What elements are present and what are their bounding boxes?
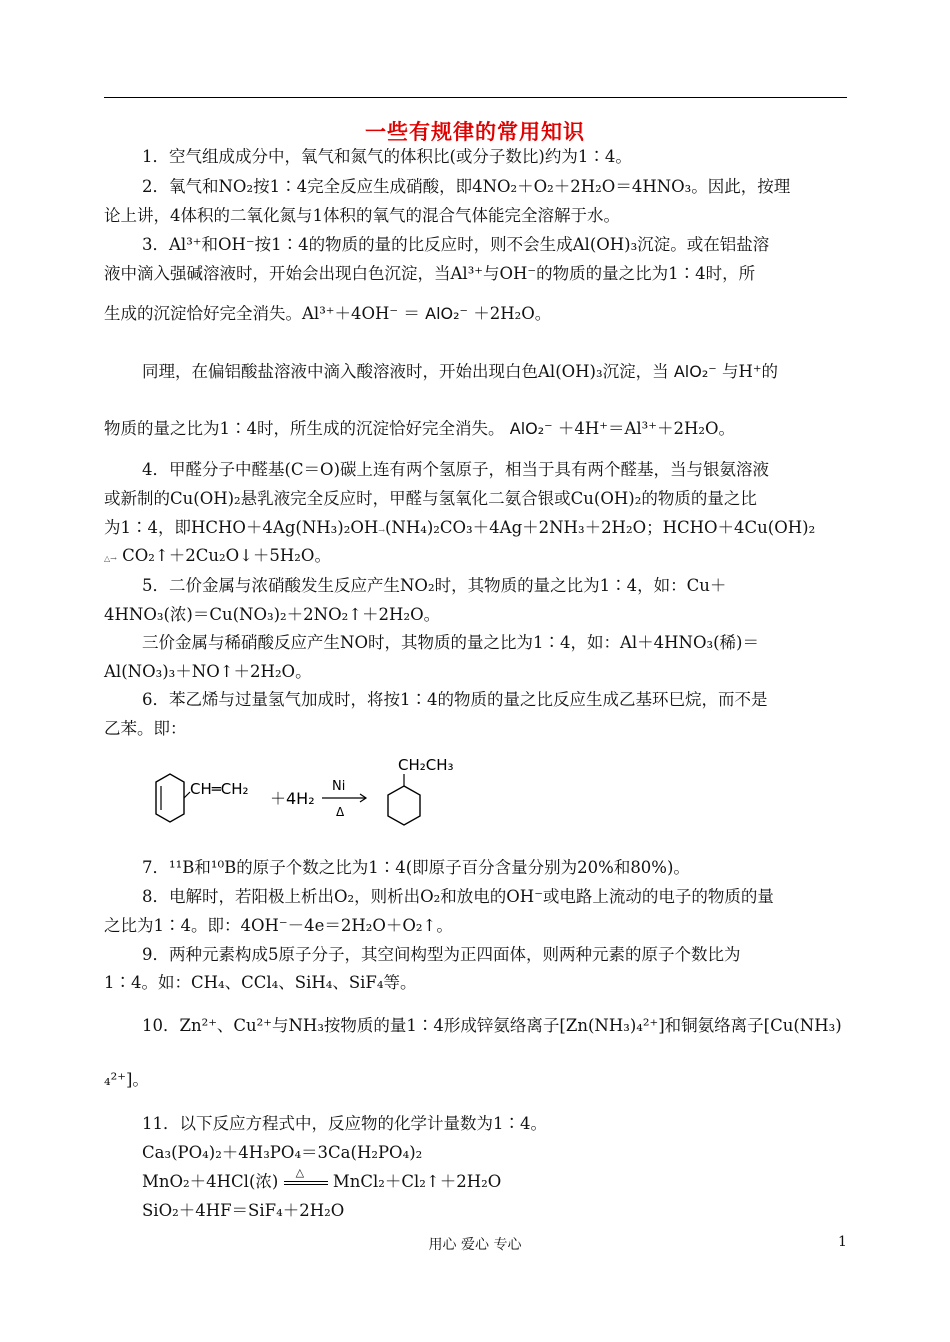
aluminate-ion: AlO₂⁻ <box>673 362 717 381</box>
item-7: 7．¹¹B和¹⁰B的原子个数之比为1∶4(即原子百分含量分别为20%和80%)。 <box>142 858 690 877</box>
styrene-hydrogenation-structure <box>136 752 476 844</box>
item-6-line-2: 乙苯。即： <box>104 719 187 738</box>
item-3-line-4 <box>142 362 887 382</box>
page-footer: 用心 爱心 专心 <box>428 1237 522 1253</box>
item-2-line-1: 2．氧气和NO₂按1∶4完全反应生成硝酸，即4NO₂＋O₂＋2H₂O＝4HNO₃。因此，按理 <box>142 177 791 196</box>
item-8-line-2: 之比为1∶4。即：4OH⁻－4e＝2H₂O＋O₂↑。 <box>104 916 453 935</box>
hydrogen-term: ＋4H₂ <box>270 789 315 808</box>
benzene-ring <box>156 774 184 822</box>
item-2-line-2: 论上讲，4体积的二氧化氮与1体积的氧气的混合气体能完全溶解于水。 <box>104 206 620 225</box>
reaction-arrow: → <box>110 554 117 563</box>
heat-icon: △ <box>104 554 111 563</box>
item-1: 1．空气组成成分中，氧气和氮气的体积比(或分子数比)约为1∶4。 <box>142 147 632 166</box>
heat-icon: △ <box>295 1166 305 1179</box>
equals-sign <box>284 1181 328 1185</box>
text: 与H⁺的 <box>721 362 779 381</box>
header-rule <box>104 97 847 98</box>
item-3-line-5 <box>104 419 849 439</box>
heat-icon: Δ <box>336 805 345 819</box>
page-title: 一些有规律的常用知识 <box>365 120 585 144</box>
item-5-line-2: 4HNO₃(浓)＝Cu(NO₃)₂＋2NO₂↑＋2H₂O。 <box>104 605 441 624</box>
item-5-line-4: Al(NO₃)₃＋NO↑＋2H₂O。 <box>104 662 312 681</box>
text: CO₂↑＋2Cu₂O↓＋5H₂O。 <box>122 546 331 565</box>
item-4-line-1: 4．甲醛分子中醛基(C＝O)碳上连有两个氢原子，相当于具有两个醛基，当与银氨溶液 <box>142 460 770 479</box>
page-number: 1 <box>838 1234 847 1250</box>
item-9-line-2: 1∶4。如：CH₄、CCl₄、SiH₄、SiF₄等。 <box>104 973 417 992</box>
heat-condition <box>284 1166 328 1192</box>
text: MnCl₂＋Cl₂↑＋2H₂O <box>332 1172 502 1191</box>
item-6-line-1: 6．苯乙烯与过量氢气加成时，将按1∶4的物质的量之比反应生成乙基环巳烷，而不是 <box>142 690 768 709</box>
item-5-line-1: 5．二价金属与浓硝酸发生反应产生NO₂时，其物质的量之比为1∶4，如：Cu＋ <box>142 576 727 595</box>
vinyl-group: CH═CH₂ <box>190 780 249 798</box>
item-5-line-3: 三价金属与稀硝酸反应产生NO时，其物质的量之比为1∶4，如：Al＋4HNO₃(稀)＝ <box>142 633 759 652</box>
text: MnO₂＋4HCl(浓) <box>142 1172 279 1191</box>
item-11: 11．以下反应方程式中，反应物的化学计量数为1∶4。 <box>142 1114 547 1133</box>
text: ＋2H₂O。 <box>473 304 552 323</box>
text: (NH₄)₂CO₃＋4Ag＋2NH₃＋2H₂O；HCHO＋4Cu(OH)₂ <box>384 518 816 537</box>
item-3-line-3 <box>104 304 849 324</box>
item-4-line-2: 或新制的Cu(OH)₂悬乳液完全反应时，甲醛与氢氧化二氨合银或Cu(OH)₂的物质的量之比 <box>104 489 757 508</box>
item-8-line-1: 8．电解时，若阳极上析出O₂，则析出O₂和放电的OH⁻或电路上流动的电子的物质的量 <box>142 887 774 906</box>
text: 为1∶4，即HCHO＋4Ag(NH₃)₂OH <box>104 518 379 537</box>
text: 同理，在偏铝酸盐溶液中滴入酸溶液时，开始出现白色Al(OH)₃沉淀，当 <box>142 362 669 381</box>
item-3-line-1: 3．Al³⁺和OH⁻按1∶4的物质的量的比反应时，则不会生成Al(OH)₃沉淀。或在铝盐溶 <box>142 235 770 254</box>
aluminate-ion: AlO₂⁻ <box>425 304 468 323</box>
catalyst-label: Ni <box>332 779 346 794</box>
cyclohexane-ring <box>388 786 420 825</box>
item-9-line-1: 9．两种元素构成5原子分子，其空间构型为正四面体，则两种元素的原子个数比为 <box>142 945 741 964</box>
item-4-line-3 <box>104 518 849 541</box>
aluminate-ion: AlO₂⁻ <box>509 419 553 438</box>
reaction-arrow: → <box>378 526 385 535</box>
item-10-line-1: 10．Zn²⁺、Cu²⁺与NH₃按物质的量1∶4形成锌氨络离子[Zn(NH₃)₄²⁺]和铜氨络离子[Cu(NH₃) <box>142 1016 842 1035</box>
item-4-line-4 <box>104 546 849 569</box>
item-3-line-2: 液中滴入强碱溶液时，开始会出现白色沉淀，当Al³⁺与OH⁻的物质的量之比为1∶4时，所 <box>104 264 756 283</box>
item-10-line-2: ₄²⁺]。 <box>104 1070 149 1089</box>
text: ＋4H⁺＝Al³⁺＋2H₂O。 <box>557 419 735 438</box>
equation-2 <box>142 1166 887 1192</box>
text: 物质的量之比为1∶4时，所生成的沉淀恰好完全消失。 <box>104 419 505 438</box>
ethyl-group: CH₂CH₃ <box>398 756 454 774</box>
text: 生成的沉淀恰好完全消失。Al³⁺＋4OH⁻ ＝ <box>104 304 420 323</box>
equation-3: SiO₂＋4HF＝SiF₄＋2H₂O <box>142 1201 345 1220</box>
equation-1: Ca₃(PO₄)₂＋4H₃PO₄＝3Ca(H₂PO₄)₂ <box>142 1143 423 1162</box>
